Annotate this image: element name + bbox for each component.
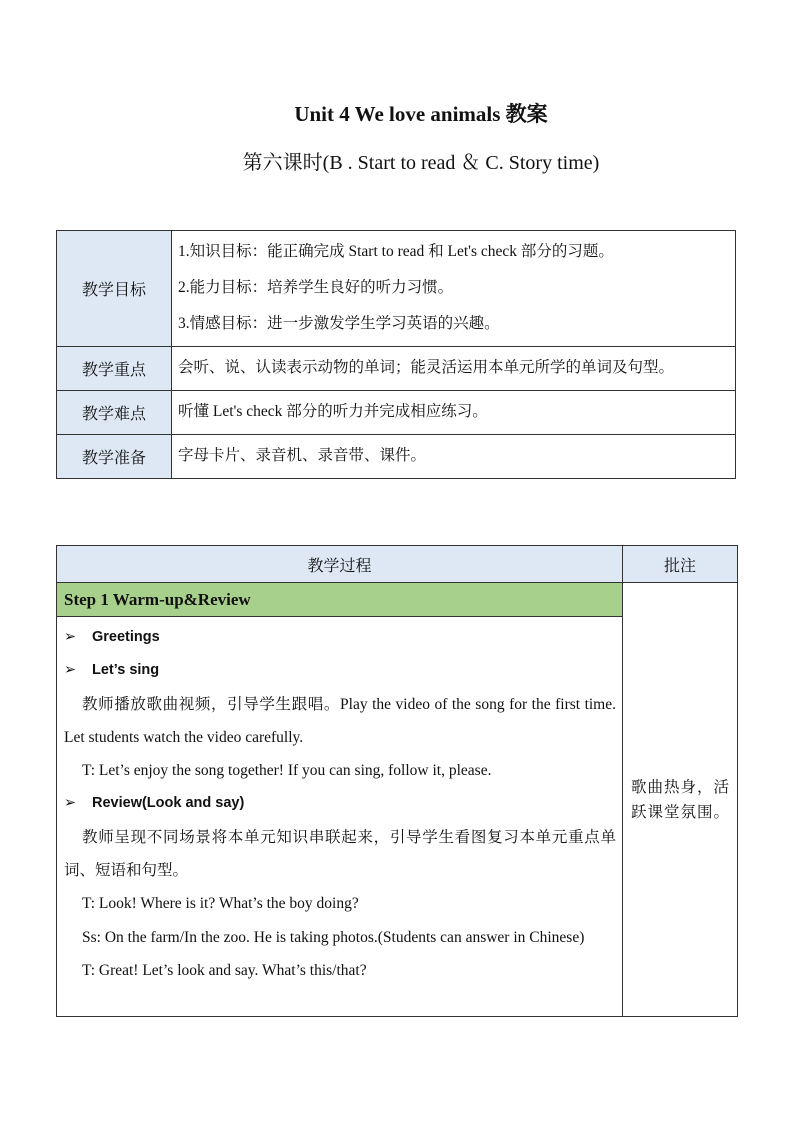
- info-label-difficulty: 教学难点: [57, 391, 172, 435]
- key-point-line: 会听、说、认读表示动物的单词；能灵活运用本单元所学的单词及句型。: [178, 359, 675, 376]
- step-title: Step 1 Warm-up&Review: [57, 583, 623, 617]
- process-header: 教学过程: [57, 546, 623, 583]
- difficulty-line: 听懂 Let's check 部分的听力并完成相应练习。: [178, 403, 488, 420]
- bullet-greetings: [64, 621, 616, 654]
- arrow-right-icon: ➢: [64, 662, 77, 679]
- bullet-sing: [64, 654, 616, 687]
- dialogue-line: T: Let’s enjoy the song together! If you can sing, follow it, please.: [82, 762, 492, 780]
- info-row-difficulty: [57, 391, 736, 435]
- step-row: [57, 583, 738, 617]
- paragraph: 教师播放歌曲视频，引导学生跟唱。Play the video of the song for the first time. Let students watch the video carefully.: [64, 695, 616, 746]
- dialogue-line: T: Look! Where is it? What’s the boy doing?: [82, 895, 359, 913]
- info-label-preparation: 教学准备: [57, 435, 172, 479]
- info-row-preparation: [57, 435, 736, 479]
- info-label-goals: 教学目标: [57, 231, 172, 347]
- bullet-review: [64, 787, 616, 820]
- note-cell: [623, 583, 738, 1017]
- dialogue-line: T: Great! Let’s look and say. What’s this/that?: [82, 961, 367, 979]
- arrow-right-icon: ➢: [64, 629, 77, 645]
- page-title: Unit 4 We love animals 教案: [294, 102, 548, 126]
- preparation-line: 字母卡片、录音机、录音带、课件。: [178, 447, 427, 464]
- info-row-goals: [57, 231, 736, 347]
- process-header-row: [57, 546, 738, 583]
- info-table: [56, 230, 736, 479]
- note-header: 批注: [623, 546, 738, 583]
- goal-line: 3.情感目标：进一步激发学生学习英语的兴趣。: [178, 315, 500, 332]
- info-content-key-points: [172, 347, 736, 391]
- step-body: [57, 617, 623, 1017]
- page-subtitle: 第六课时(B . Start to read ＆ C. Story time): [242, 152, 600, 174]
- info-content-preparation: [172, 435, 736, 479]
- info-label-key-points: 教学重点: [57, 347, 172, 391]
- bullet-label: Let’s sing: [92, 662, 160, 679]
- arrow-right-icon: ➢: [64, 795, 77, 812]
- note-text: 歌曲热身，活跃课堂氛围。: [631, 777, 731, 821]
- bullet-label: Review(Look and say): [92, 795, 245, 812]
- bullet-label: Greetings: [92, 629, 160, 645]
- info-content-difficulty: [172, 391, 736, 435]
- info-row-key-points: [57, 347, 736, 391]
- goal-line: 1.知识目标：能正确完成 Start to read 和 Let's check 部分的习题。: [178, 243, 614, 260]
- process-table: [56, 545, 738, 1017]
- dialogue-line: Ss: On the farm/In the zoo. He is taking photos.(Students can answer in Chinese): [82, 928, 585, 946]
- paragraph: 教师呈现不同场景将本单元知识串联起来，引导学生看图复习本单元重点单词、短语和句型。: [64, 828, 616, 880]
- info-content-goals: [172, 231, 736, 347]
- goal-line: 2.能力目标：培养学生良好的听力习惯。: [178, 279, 454, 296]
